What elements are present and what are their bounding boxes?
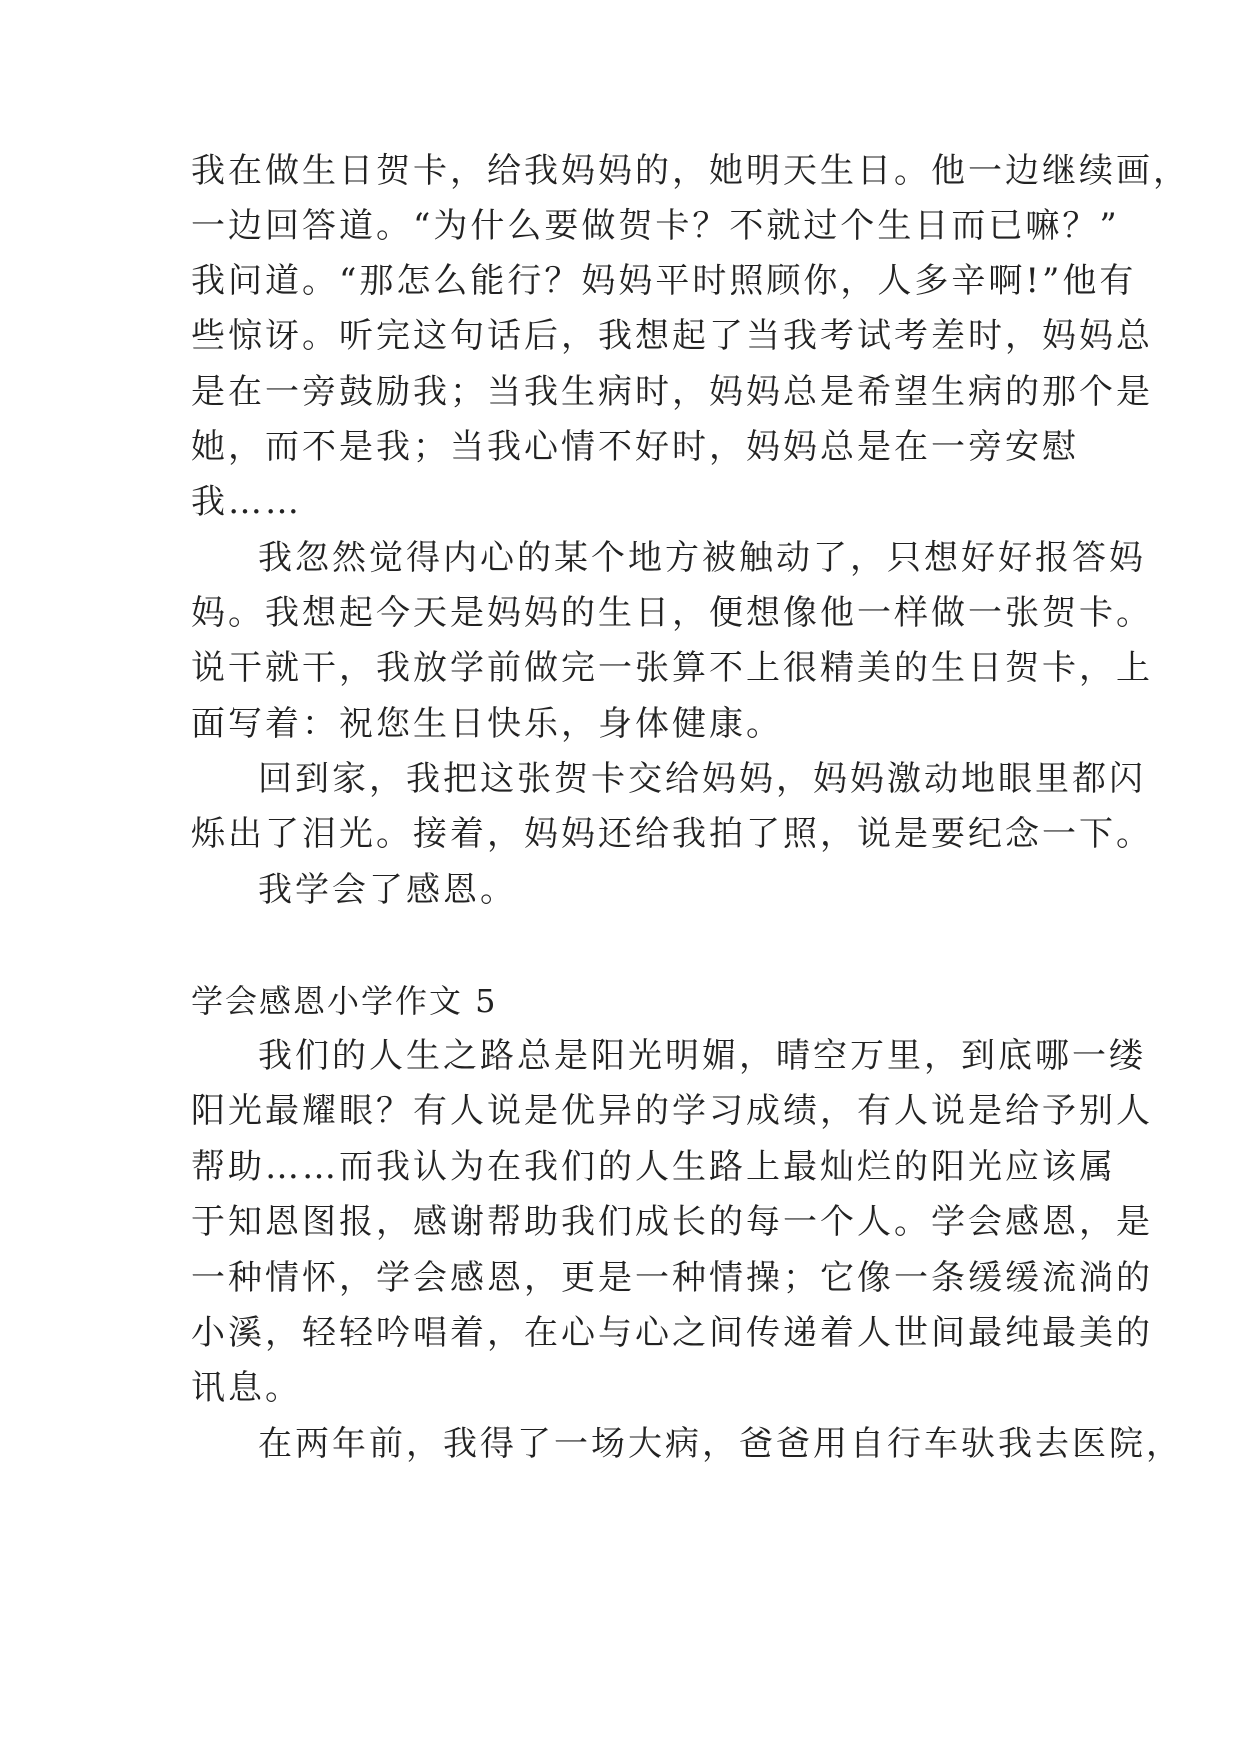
text-line: 我忽然觉得内心的某个地方被触动了，只想好好报答妈 (258, 538, 1146, 578)
text-line: 是在一旁鼓励我；当我生病时，妈妈总是希望生病的那个是 (191, 372, 1153, 412)
text-line: 妈。我想起今天是妈妈的生日，便想像他一样做一张贺卡。 (191, 593, 1153, 633)
text-line: 小溪，轻轻吟唱着，在心与心之间传递着人世间最纯最美的 (191, 1313, 1153, 1353)
text-line: 一种情怀，学会感恩，更是一种情操；它像一条缓缓流淌的 (191, 1258, 1153, 1298)
section-heading: 学会感恩小学作文 5 (191, 982, 498, 1020)
text-line: 烁出了泪光。接着，妈妈还给我拍了照，说是要纪念一下。 (191, 814, 1153, 854)
text-line: 回到家，我把这张贺卡交给妈妈，妈妈激动地眼里都闪 (258, 759, 1146, 799)
text-line: 讯息。 (191, 1368, 302, 1408)
text-line: 一边回答道。“为什么要做贺卡？不就过个生日而已嘛？” (191, 206, 1120, 246)
text-line: 些惊讶。听完这句话后，我想起了当我考试考差时，妈妈总 (191, 316, 1153, 356)
text-line: 我…… (191, 482, 302, 522)
text-line: 帮助……而我认为在我们的人生路上最灿烂的阳光应该属 (191, 1147, 1116, 1187)
text-line: 我们的人生之路总是阳光明媚，晴空万里，到底哪一缕 (258, 1036, 1146, 1076)
text-line: 我在做生日贺卡，给我妈妈的，她明天生日。他一边继续画， (191, 151, 1190, 191)
text-line: 说干就干，我放学前做完一张算不上很精美的生日贺卡，上 (191, 648, 1153, 688)
text-line: 阳光最耀眼？有人说是优异的学习成绩，有人说是给予别人 (191, 1091, 1153, 1131)
text-line: 于知恩图报，感谢帮助我们成长的每一个人。学会感恩，是 (191, 1202, 1153, 1242)
text-line: 我学会了感恩。 (258, 870, 517, 910)
text-line: 她，而不是我；当我心情不好时，妈妈总是在一旁安慰 (191, 427, 1079, 467)
text-line: 我问道。“那怎么能行？妈妈平时照顾你，人多辛啊!”他有 (191, 261, 1137, 301)
text-line: 在两年前，我得了一场大病，爸爸用自行车驮我去医院， (258, 1424, 1183, 1464)
text-line: 面写着：祝您生日快乐，身体健康。 (191, 704, 783, 744)
